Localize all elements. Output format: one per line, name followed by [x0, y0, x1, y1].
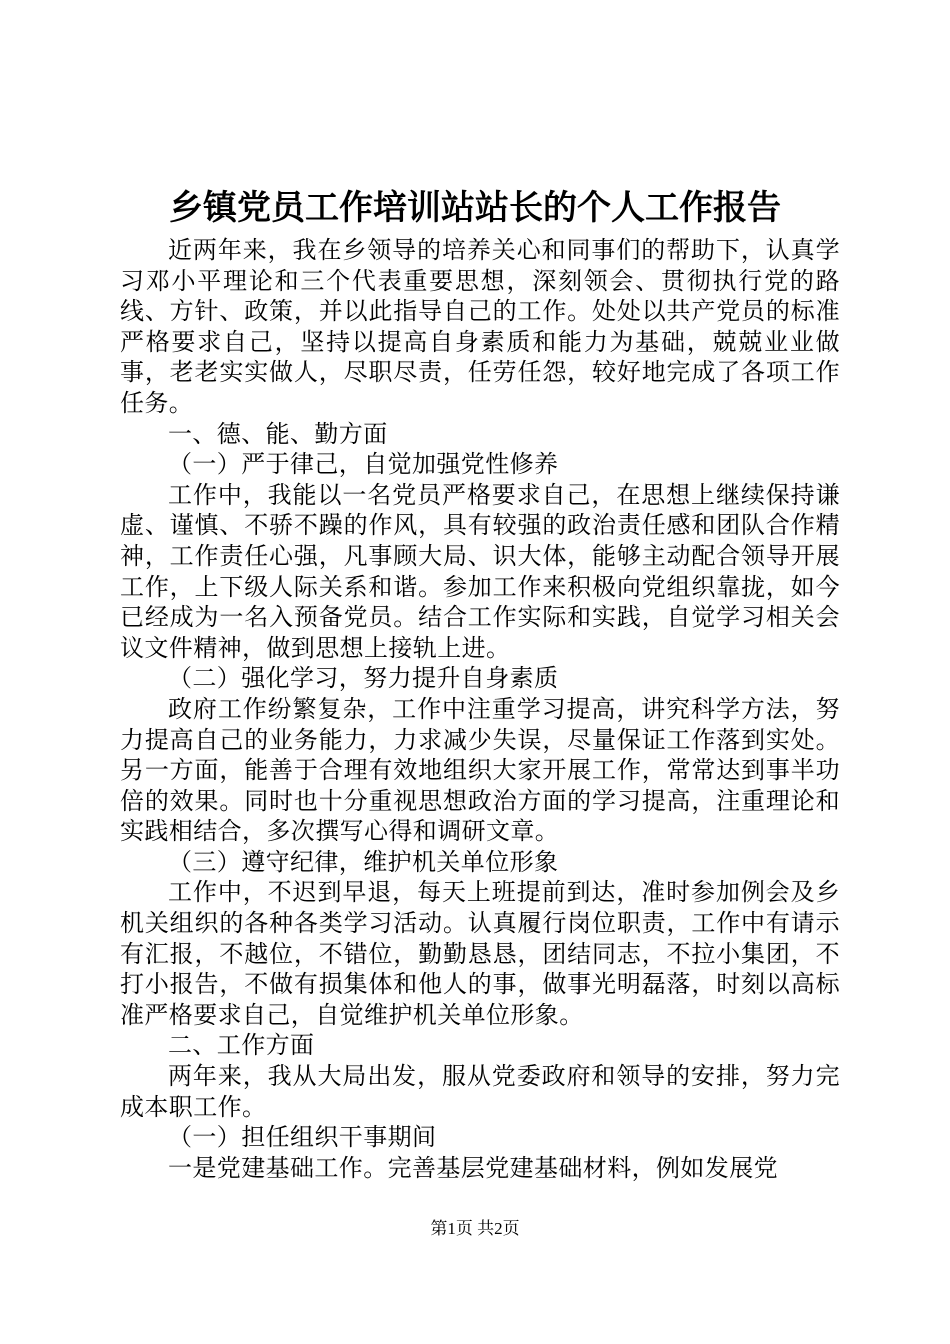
- paragraph-2-intro: 两年来，我从大局出发，服从党委政府和领导的安排，努力完成本职工作。: [120, 1062, 840, 1121]
- paragraph-intro: 近两年来，我在乡领导的培养关心和同事们的帮助下，认真学习邓小平理论和三个代表重要思想，深刻领会、贯彻执行党的路线、方针、政策，并以此指导自己的工作。处处以共产党员的标准严格要求自己，坚持以提高自身素质和能力为基础，兢兢业业做事，老老实实做人，尽职尽责，任劳任怨，较好地完成了各项工作任务。: [120, 236, 840, 417]
- paragraph-1-3: 工作中，不迟到早退，每天上班提前到达，准时参加例会及乡机关组织的各种各类学习活动。认真履行岗位职责，工作中有请示有汇报，不越位，不错位，勤勤恳恳，团结同志，不拉小集团，不打小报告，不做有损集体和他人的事，做事光明磊落，时刻以高标准严格要求自己，自觉维护机关单位形象。: [120, 878, 840, 1029]
- page-number-footer: 第1页 共2页: [430, 1219, 520, 1238]
- subheading-1-3: （三）遵守纪律，维护机关单位形象: [168, 847, 559, 876]
- document-body: [120, 235, 840, 1183]
- paragraph-2-1: 一是党建基础工作。完善基层党建基础材料，例如发展党: [168, 1153, 778, 1182]
- subheading-2-1: （一）担任组织干事期间: [168, 1123, 437, 1152]
- paragraph-1-1: 工作中，我能以一名党员严格要求自己，在思想上继续保持谦虚、谨慎、不骄不躁的作风，具有较强的政治责任感和团队合作精神，工作责任心强，凡事顾大局、识大体，能够主动配合领导开展工作，上下级人际关系和谐。参加工作来积极向党组织靠拢，如今已经成为一名入预备党员。结合工作实际和实践，自觉学习相关会议文件精神，做到思想上接轨上进。: [120, 480, 840, 662]
- document-title: 乡镇党员工作培训站站长的个人工作报告: [169, 188, 781, 228]
- heading-section-2: 二、工作方面: [168, 1031, 315, 1060]
- paragraph-1-2: 政府工作纷繁复杂，工作中注重学习提高，讲究科学方法，努力提高自己的业务能力，力求减少失误，尽量保证工作落到实处。另一方面，能善于合理有效地组织大家开展工作，常常达到事半功倍的效果。同时也十分重视思想政治方面的学习提高，注重理论和实践相结合，多次撰写心得和调研文章。: [120, 694, 840, 846]
- subheading-1-2: （二）强化学习，努力提升自身素质: [168, 664, 559, 693]
- subheading-1-1: （一）严于律己，自觉加强党性修养: [168, 450, 559, 479]
- heading-section-1: 一、德、能、勤方面: [168, 419, 388, 448]
